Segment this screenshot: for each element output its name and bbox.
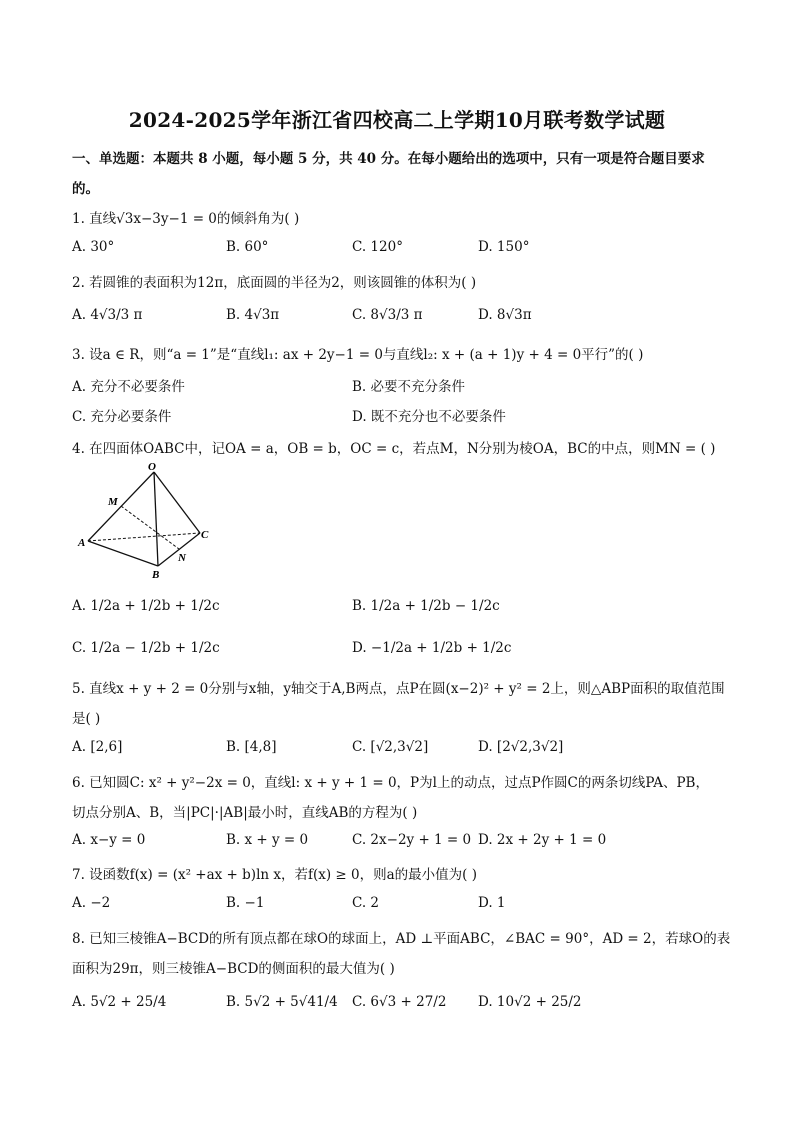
q6-option-b[interactable]: B. x + y = 0 bbox=[226, 832, 309, 848]
question-5-line2: 是( ) bbox=[72, 711, 101, 727]
q8-option-d[interactable]: D. 10√2 + 25/2 bbox=[478, 994, 582, 1010]
q4-option-d[interactable]: D. −1/2a + 1/2b + 1/2c bbox=[352, 640, 512, 656]
edge-AB bbox=[88, 541, 158, 566]
label-C: C bbox=[201, 529, 209, 541]
question-8-line2: 面积为29π，则三棱锥A−BCD的侧面积的最大值为( ) bbox=[72, 961, 395, 977]
q7-option-a[interactable]: A. −2 bbox=[72, 895, 111, 911]
label-N: N bbox=[178, 552, 186, 564]
question-6-line2: 切点分别A、B，当|PC|·|AB|最小时，直线AB的方程为( ) bbox=[72, 805, 418, 821]
question-4: 4. 在四面体OABC中，记OA = a，OB = b，OC = c，若点M，N分别为棱OA，BC的中点，则MN = ( ) bbox=[72, 441, 716, 457]
question-6-line1: 6. 已知圆C: x² + y²−2x = 0，直线l: x + y + 1 = 0，P为l上的动点，过点P作圆C的两条切线PA、PB， bbox=[72, 775, 709, 791]
q6-option-d[interactable]: D. 2x + 2y + 1 = 0 bbox=[478, 832, 607, 848]
label-A: A bbox=[78, 537, 86, 549]
q8-option-a[interactable]: A. 5√2 + 25/4 bbox=[72, 994, 167, 1010]
question-1: 1. 直线√3x−3y−1 = 0的倾斜角为( ) bbox=[72, 211, 300, 227]
section-instruction-line2: 的。 bbox=[72, 181, 99, 197]
page-title: 2024-2025学年浙江省四校高二上学期10月联考数学试题 bbox=[128, 108, 666, 132]
q1-option-d[interactable]: D. 150° bbox=[478, 239, 530, 255]
q5-option-c[interactable]: C. [√2,3√2] bbox=[352, 739, 429, 755]
q7-option-b[interactable]: B. −1 bbox=[226, 895, 265, 911]
q3-option-c[interactable]: C. 充分必要条件 bbox=[72, 409, 172, 425]
q3-option-d[interactable]: D. 既不充分也不必要条件 bbox=[352, 409, 506, 425]
q1-option-a[interactable]: A. 30° bbox=[72, 239, 115, 255]
q4-option-b[interactable]: B. 1/2a + 1/2b − 1/2c bbox=[352, 598, 500, 614]
label-M: M bbox=[108, 496, 118, 508]
q5-option-d[interactable]: D. [2√2,3√2] bbox=[478, 739, 564, 755]
q4-option-a[interactable]: A. 1/2a + 1/2b + 1/2c bbox=[72, 598, 220, 614]
segment-MN bbox=[121, 506, 179, 549]
q1-option-c[interactable]: C. 120° bbox=[352, 239, 403, 255]
question-2: 2. 若圆锥的表面积为12π，底面圆的半径为2，则该圆锥的体积为( ) bbox=[72, 275, 477, 291]
question-7: 7. 设函数f(x) = (x² +ax + b)ln x，若f(x) ≥ 0，则a的最小值为( ) bbox=[72, 867, 477, 883]
question-5-line1: 5. 直线x + y + 2 = 0分别与x轴，y轴交于A,B两点，点P在圆(x−2)² + y² = 2上，则△ABP面积的取值范围 bbox=[72, 681, 725, 697]
q6-option-a[interactable]: A. x−y = 0 bbox=[72, 832, 146, 848]
label-B: B bbox=[152, 569, 160, 581]
label-O: O bbox=[148, 461, 156, 473]
edge-OB bbox=[154, 472, 158, 566]
q2-option-a[interactable]: A. 4√3/3 π bbox=[72, 307, 143, 323]
edge-AC-hidden bbox=[88, 533, 200, 541]
q1-option-b[interactable]: B. 60° bbox=[226, 239, 269, 255]
q8-option-b[interactable]: B. 5√2 + 5√41/4 bbox=[226, 994, 338, 1010]
q4-option-c[interactable]: C. 1/2a − 1/2b + 1/2c bbox=[72, 640, 220, 656]
q3-option-b[interactable]: B. 必要不充分条件 bbox=[352, 379, 466, 395]
q2-option-b[interactable]: B. 4√3π bbox=[226, 307, 280, 323]
q3-option-a[interactable]: A. 充分不必要条件 bbox=[72, 379, 185, 395]
q6-option-c[interactable]: C. 2x−2y + 1 = 0 bbox=[352, 832, 472, 848]
tetrahedron-figure bbox=[72, 458, 222, 583]
q2-option-d[interactable]: D. 8√3π bbox=[478, 307, 532, 323]
q8-option-c[interactable]: C. 6√3 + 27/2 bbox=[352, 994, 447, 1010]
q5-option-b[interactable]: B. [4,8] bbox=[226, 739, 277, 755]
q7-option-c[interactable]: C. 2 bbox=[352, 895, 380, 911]
question-8-line1: 8. 已知三棱锥A−BCD的所有顶点都在球O的球面上，AD ⊥平面ABC，∠BAC = 90°，AD = 2，若球O的表 bbox=[72, 931, 731, 947]
q7-option-d[interactable]: D. 1 bbox=[478, 895, 506, 911]
edge-OC bbox=[154, 472, 200, 533]
section-instruction-line1: 一、单选题：本题共 8 小题，每小题 5 分，共 40 分。在每小题给出的选项中，只有一项是符合题目要求 bbox=[72, 151, 705, 167]
q5-option-a[interactable]: A. [2,6] bbox=[72, 739, 123, 755]
question-3: 3. 设a ∈ R，则“a = 1”是“直线l₁: ax + 2y−1 = 0与直线l₂: x + (a + 1)y + 4 = 0平行”的( ) bbox=[72, 347, 644, 363]
q2-option-c[interactable]: C. 8√3/3 π bbox=[352, 307, 423, 323]
